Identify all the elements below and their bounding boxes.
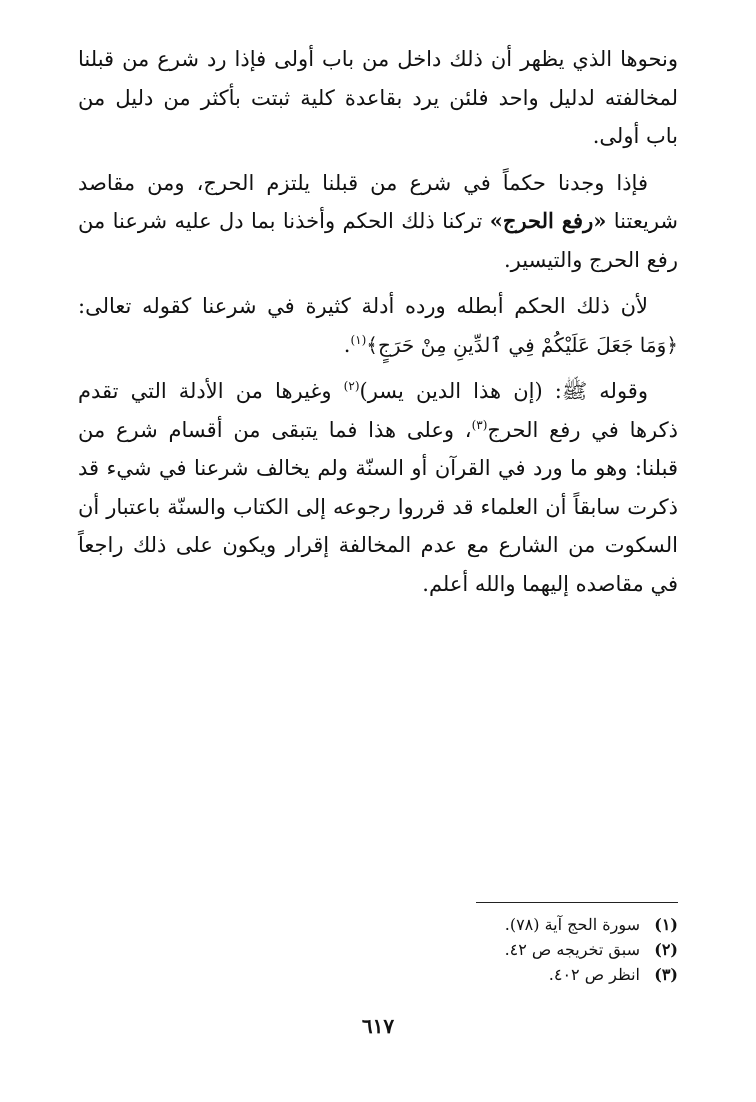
emphasized-term: «رفع الحرج» bbox=[489, 208, 607, 233]
paragraph-text: . bbox=[343, 332, 351, 357]
footnote-reference: (٢) bbox=[343, 379, 360, 393]
quran-verse: ﴿وَمَا جَعَلَ عَلَيْكُمْ فِي ٱلدِّينِ مِنْ حَرَجٍ﴾ bbox=[366, 332, 678, 357]
paragraph bbox=[78, 372, 678, 603]
footnote-number: (٣) bbox=[654, 965, 678, 984]
paragraph-text: وغيرها من الأدلة التي تقدم ذكرها في رفع الحرج bbox=[78, 379, 678, 442]
page-number: ٦١٧ bbox=[361, 1014, 395, 1038]
paragraph-text: لأن ذلك الحكم أبطله ورده أدلة كثيرة في شرعنا كقوله تعالى: bbox=[78, 294, 648, 318]
footnote-text: انظر ص ٤٠٢. bbox=[548, 965, 640, 984]
footnote-reference: (١) bbox=[350, 332, 367, 347]
footnote-number: (٢) bbox=[654, 940, 678, 959]
footnote-text: سبق تخريجه ص ٤٢. bbox=[504, 940, 640, 959]
paragraph bbox=[78, 287, 678, 364]
footnote bbox=[350, 912, 678, 937]
paragraph-text: تركنا ذلك الحكم وأخذنا بما دل عليه شرعنا من رفع الحرج والتيسير. bbox=[78, 209, 678, 272]
footnote bbox=[350, 937, 678, 962]
footnote bbox=[350, 962, 678, 987]
paragraph bbox=[78, 40, 678, 156]
paragraph bbox=[78, 164, 678, 280]
footnote-number: (١) bbox=[654, 915, 678, 934]
footnote-reference: (٣) bbox=[471, 417, 488, 432]
main-text bbox=[78, 40, 678, 603]
footnote-text: سورة الحج آية (٧٨). bbox=[504, 915, 640, 934]
footnotes bbox=[350, 912, 678, 987]
paragraph-text: وقوله ﷺ: (إن هذا الدين يسر) bbox=[359, 379, 648, 403]
paragraph-text: ونحوها الذي يظهر أن ذلك داخل من باب أولى فإذا رد شرع من قبلنا لمخالفته لدليل واحد فلئن يرد بقاعدة كلية ثبتت بأكثر من دليل من باب أولى. bbox=[78, 47, 678, 148]
paragraph-text: ، وعلى هذا فما يتبقى من أقسام شرع من قبلنا: وهو ما ورد في القرآن أو السنّة ولم يخالف شرعنا في شيء قد ذكرت سابقاً أن العلماء قد قرروا رجوعه إلى الكتاب والسنّة باعتبار أن السكوت من الشارع مع عدم المخالفة إقرار ويكون على ذلك راجعاً في مقاصده إليهما والله أعلم. bbox=[78, 417, 678, 596]
footnote-separator bbox=[476, 902, 678, 903]
paragraph-text: فإذا وجدنا حكماً في شرع من قبلنا يلتزم الحرج، ومن مقاصد شريعتنا bbox=[78, 170, 679, 233]
